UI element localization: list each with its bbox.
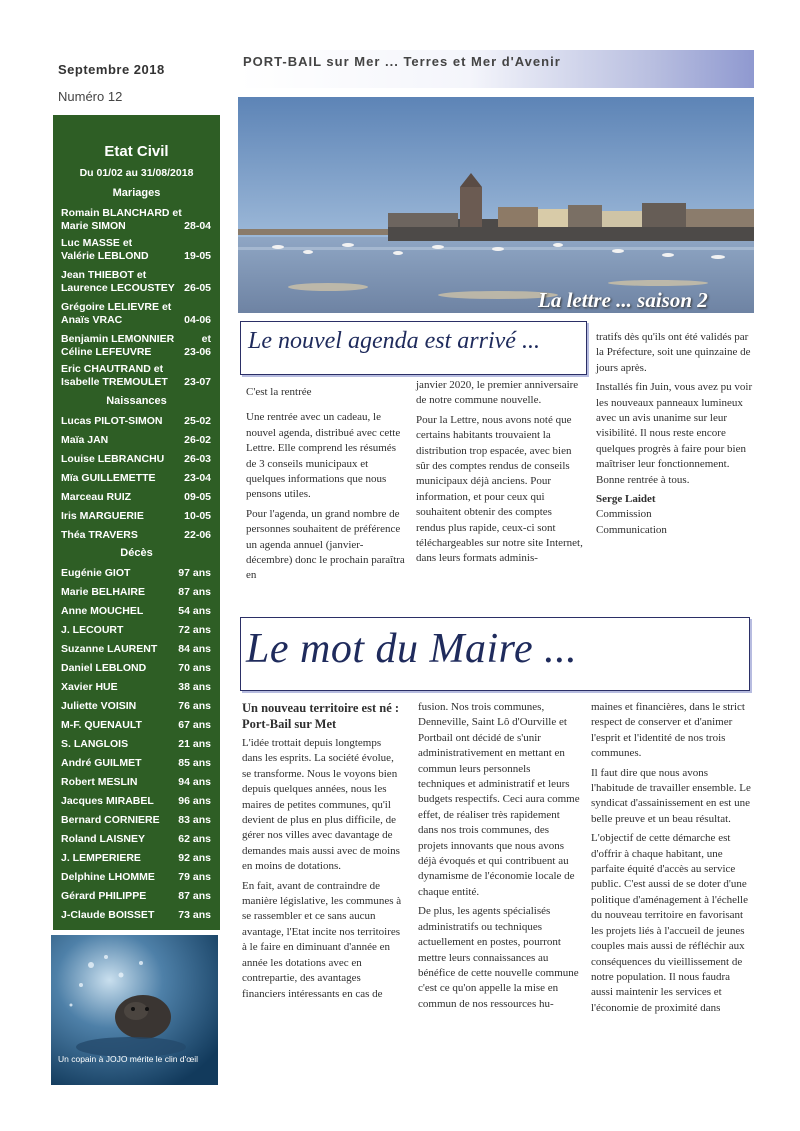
paragraph: fusion. Nos trois communes, Denneville, Saint Lô d'Ourville et Portbail ont décidé de s'unir administrativement en mettant en commun leurs personnels techniques et administratif et leurs budgets respectifs. Ceci aura comme effet, de réaliser très rapidement dans nos trois communes, des projets innovants que nous avons déjà évoqués et qui contribuent au dynamisme de l'économie locale de chaque entité. xyxy=(418,701,580,898)
agenda-column-2 xyxy=(416,378,584,571)
paragraph: Il faut dire que nous avons l'habitude de travailler ensemble. Le syndicat d'assainissement en est une belle preuve et un beau résultat. xyxy=(591,766,751,825)
list-item: Iris MARGUERIE 10-05 xyxy=(61,510,211,522)
agenda-title: Le nouvel agenda est arrivé ... xyxy=(248,328,540,354)
maire-column-3 xyxy=(591,700,751,1020)
list-item: Gérard PHILIPPE 87 ans xyxy=(61,890,211,902)
etat-civil-title: Etat Civil xyxy=(104,143,169,160)
list-item: Xavier HUE 38 ans xyxy=(61,681,211,693)
paragraph: tratifs dès qu'ils ont été validés par la Préfecture, soit une quinzaine de jours après. xyxy=(596,331,751,374)
list-item: J-Claude BOISSET 73 ans xyxy=(61,909,211,921)
list-item: Bernard CORNIERE 83 ans xyxy=(61,814,211,826)
list-item: J. LECOURT 72 ans xyxy=(61,624,211,636)
mariages-heading: Mariages xyxy=(112,187,161,199)
paragraph: L'objectif de cette démarche est d'offrir à chaque habitant, une parfaite équité d'accès au service public. C'est aussi de se doter d'une politique d'aménagement à l'échelle du nouveau territoire en favorisant les projets liés à l'accueil de jeunes couples mais aussi de réfléchir aux conséquences du vieillissement de notre population. Il nous faudra aussi maintenir les services et l'économie de proximité dans xyxy=(591,832,748,1014)
list-item: Marceau RUIZ 09-05 xyxy=(61,491,211,503)
etat-civil-sidebar xyxy=(53,115,220,930)
list-item: Luc MASSE et Valérie LEBLOND 19-05 xyxy=(61,237,211,262)
list-item: Romain BLANCHARD et Marie SIMON 28-04 xyxy=(61,207,211,232)
paragraph: En fait, avant de contraindre de manière législative, les communes à se rassembler et ce sans aucun avantage, l'Etat incite nos territoires à le faire en diminuant d'année en année les dotations avec en contrepartie, des avantages financiers intéressants en cas de xyxy=(242,879,402,1000)
list-item: S. LANGLOIS 21 ans xyxy=(61,738,211,750)
signature-role: Commission xyxy=(596,508,652,521)
paragraph: De plus, les agents spécialisés administratifs ou techniques actuellement en postes, pourront mettre leurs connaissances au bénéfice de cette nouvelle commune c'est ce qu'on appelle la mise en commun de nos ressources hu- xyxy=(418,905,579,1010)
list-item: Théa TRAVERS 22-06 xyxy=(61,529,211,541)
list-item: Delphine LHOMME 79 ans xyxy=(61,871,211,883)
paragraph: Une rentrée avec un cadeau, le nouvel agenda, distribué avec cette Lettre. Elle comprend les résumés de 3 conseils municipaux et quelques informations que nous pensons utiles. xyxy=(246,411,401,501)
list-item: Maïa JAN 26-02 xyxy=(61,434,211,446)
maire-column-1 xyxy=(242,700,404,1006)
list-item: Grégoire LELIEVRE et Anaïs VRAC 04-06 xyxy=(61,301,211,326)
maire-title: Le mot du Maire ... xyxy=(246,626,578,672)
deces-heading: Décès xyxy=(120,547,153,559)
list-item: Eugénie GIOT 97 ans xyxy=(61,567,211,579)
list-item: Daniel LEBLOND 70 ans xyxy=(61,662,211,674)
harbour-photo xyxy=(238,97,754,313)
list-item: Lucas PILOT-SIMON 25-02 xyxy=(61,415,211,427)
newsletter-title: PORT-BAIL sur Mer ... Terres et Mer d'Avenir xyxy=(243,54,561,69)
paragraph: janvier 2020, le premier anniversaire de notre commune nouvelle. xyxy=(416,379,579,407)
list-item: Juliette VOISIN 76 ans xyxy=(61,700,211,712)
signature xyxy=(596,492,756,538)
list-item: Suzanne LAURENT 84 ans xyxy=(61,643,211,655)
list-item: Robert MESLIN 94 ans xyxy=(61,776,211,788)
naissances-heading: Naissances xyxy=(106,395,167,407)
list-item: J. LEMPERIERE 92 ans xyxy=(61,852,211,864)
etat-civil-period: Du 01/02 au 31/08/2018 xyxy=(79,167,194,179)
maire-column-2 xyxy=(418,700,580,1016)
list-item: Jacques MIRABEL 96 ans xyxy=(61,795,211,807)
list-item: Mïa GUILLEMETTE 23-04 xyxy=(61,472,211,484)
issue-number: Numéro 12 xyxy=(58,89,123,104)
list-item: André GUILMET 85 ans xyxy=(61,757,211,769)
signature-role: Communication xyxy=(596,523,667,536)
paragraph: Pour l'agenda, un grand nombre de personnes souhaitent de préférence un agenda annuel (janvier-décembre) donc le prochain paraîtra en xyxy=(246,507,405,582)
agenda-column-1 xyxy=(246,385,406,588)
banner-caption: La lettre ... saison 2 xyxy=(538,288,708,312)
list-item: Anne MOUCHEL 54 ans xyxy=(61,605,211,617)
agenda-subhead: C'est la rentrée xyxy=(246,386,312,398)
list-item: Marie BELHAIRE 87 ans xyxy=(61,586,211,598)
paragraph: Installés fin Juin, vous avez pu voir les nouveaux panneaux lumineux avec un avis unanime sur leur visibilité. Il nous reste encore quelques progrès à faire pour bien maîtriser leur fonctionnement. Bonne rentrée à tous. xyxy=(596,381,753,486)
list-item: Roland LAISNEY 62 ans xyxy=(61,833,211,845)
list-item: Benjamin LEMONNIER et Céline LEFEUVRE 23-06 xyxy=(61,333,211,358)
issue-date: Septembre 2018 xyxy=(58,62,165,77)
signature-name: Serge Laidet xyxy=(596,493,656,506)
photo-caption: Un copain à JOJO mérite le clin d'œil xyxy=(58,1054,199,1064)
paragraph: Pour la Lettre, nous avons noté que certains habitants trouvaient la distribution trop espacée, avec bien sûr des comptes rendus de conseils municipaux déjà anciens. Pour information, et pour ceux qui souhaitent obtenir des comptes rendus plus rapide, ceux-ci sont téléchargeables sur notre site Internet, dans leurs formats adminis- xyxy=(416,413,583,565)
list-item: Jean THIEBOT et Laurence LECOUSTEY 26-05 xyxy=(61,269,211,294)
paragraph: maines et financières, dans le strict respect de conserver et d'animer l'esprit et l'identité de nos trois communes. xyxy=(591,701,745,760)
list-item: M-F. QUENAULT 67 ans xyxy=(61,719,211,731)
maire-subhead: Un nouveau territoire est né : Port-Bail sur Met xyxy=(242,701,400,731)
list-item: Louise LEBRANCHU 26-03 xyxy=(61,453,211,465)
list-item: Eric CHAUTRAND et Isabelle TREMOULET 23-07 xyxy=(61,363,211,388)
agenda-column-3 xyxy=(596,330,756,538)
paragraph: L'idée trottait depuis longtemps dans les esprits. La société évolue, se transforme. Nous le voyons bien depuis quelques années, nous les maires de petites communes, qu'il devient de plus en plus difficile, de gérer nos villes avec davantage de demandes mais aussi avec de moins en moins de dotations. xyxy=(242,737,400,873)
